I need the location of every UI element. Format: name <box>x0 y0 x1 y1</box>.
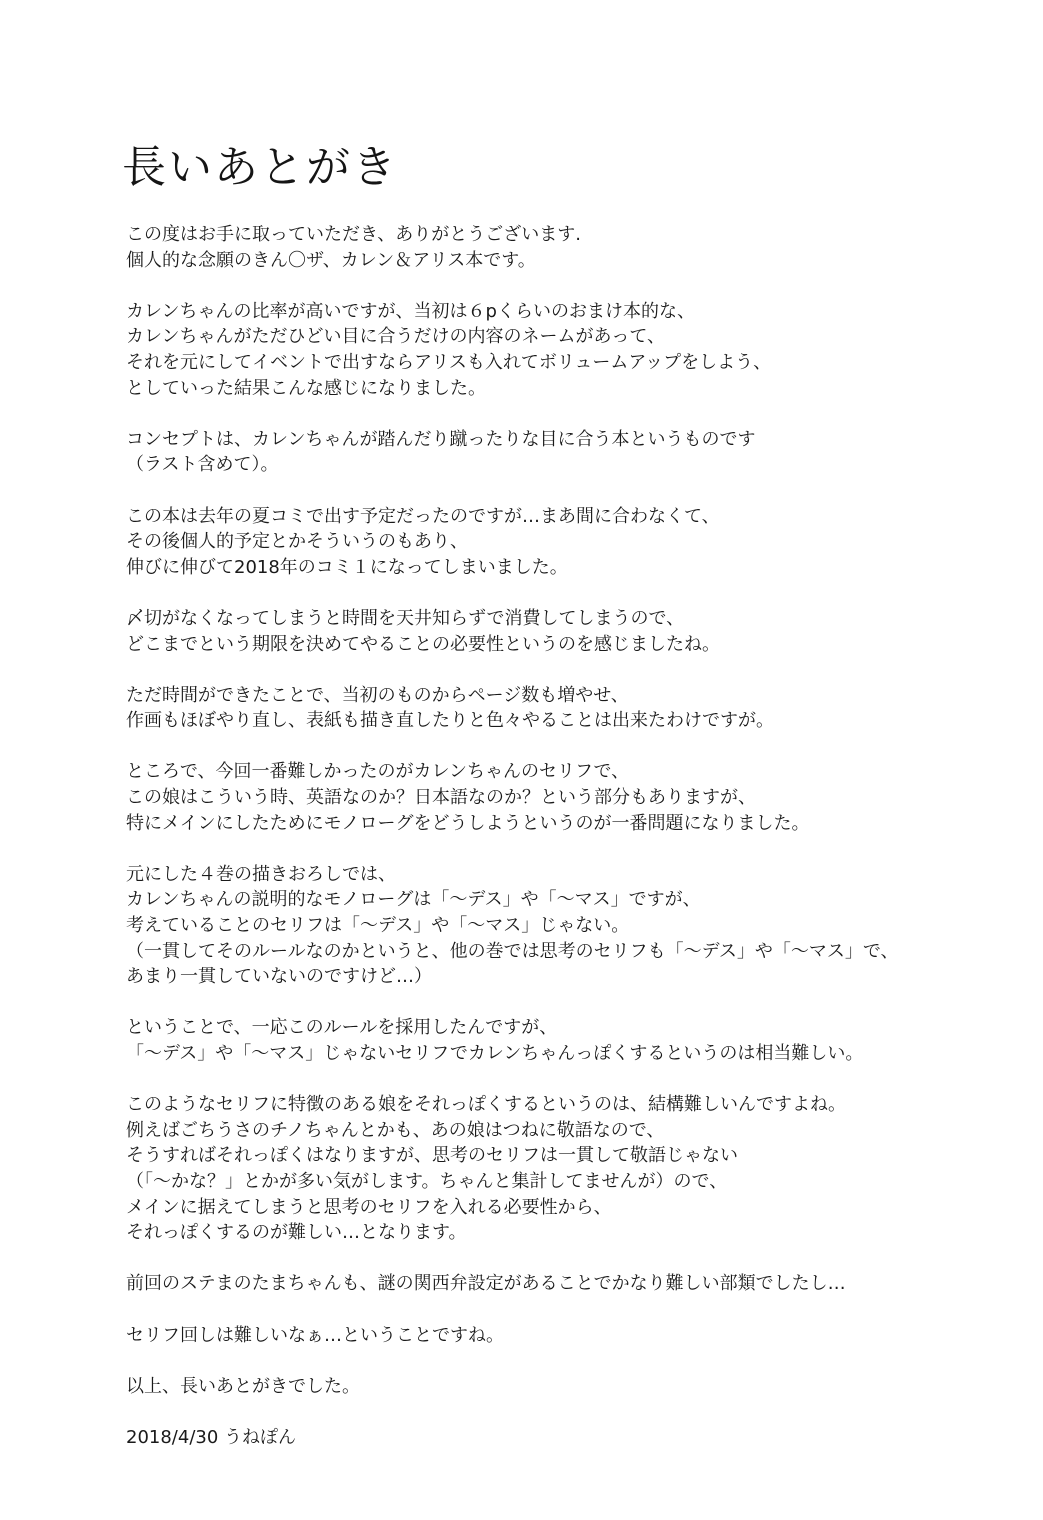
paragraph <box>126 1374 926 1400</box>
paragraph-list <box>126 222 926 1399</box>
paragraph <box>126 427 926 478</box>
text-line: としていった結果こんな感じになりました。 <box>126 377 486 399</box>
paragraph <box>126 606 926 657</box>
text-line: ただ時間ができたことで、当初のものからページ数も増やせ、 <box>126 684 629 706</box>
text-line: セリフ回しは難しいなぁ…ということですね。 <box>126 1324 504 1346</box>
paragraph <box>126 299 926 401</box>
text-line: このようなセリフに特徴のある娘をそれっぽくするというのは、結構難しいんですよね。 <box>126 1094 846 1116</box>
paragraph <box>126 222 926 273</box>
text-line: 考えていることのセリフは「～デス」や「～マス」じゃない。 <box>126 915 630 937</box>
text-line: カレンちゃんの比率が高いですが、当初は６pくらいのおまけ本的な、 <box>126 300 695 322</box>
text-line: メインに据えてしまうと思考のセリフを入れる必要性から、 <box>126 1196 612 1218</box>
text-line: コンセプトは、カレンちゃんが踏んだり蹴ったりな目に合う本というものです <box>126 428 756 450</box>
page-title: 長いあとがき <box>122 142 398 193</box>
text-line: この本は去年の夏コミで出す予定だったのですが…まあ間に合わなくて、 <box>126 505 720 527</box>
text-line: カレンちゃんの説明的なモノローグは「～デス」や「～マス」ですが、 <box>126 889 701 911</box>
text-line: 作画もほぼやり直し、表紙も描き直したりと色々やることは出来たわけですが。 <box>126 710 774 732</box>
text-line: それを元にしてイベントで出すならアリスも入れてボリュームアップをしよう、 <box>126 351 772 373</box>
text-line: どこまでという期限を決めてやることの必要性というのを感じましたね。 <box>126 633 720 655</box>
text-line: カレンちゃんがただひどい目に合うだけの内容のネームがあって、 <box>126 326 666 348</box>
text-line: この度はお手に取っていただき、ありがとうございます. <box>126 224 581 245</box>
text-line: あまり一貫していないのですけど…） <box>126 966 432 988</box>
text-line: 特にメインにしたためにモノローグをどうしようというのが一番問題になりました。 <box>126 812 810 834</box>
paragraph <box>126 1323 926 1349</box>
text-line: 例えばごちうさのチノちゃんとかも、あの娘はつねに敬語なので、 <box>126 1119 665 1141</box>
text-line: （「～かな？」とかが多い気がします。ちゃんと集計してませんが）ので、 <box>126 1170 728 1192</box>
text-line: （一貫してそのルールなのかというと、他の巻では思考のセリフも「～デス」や「～マス」で、 <box>126 940 899 962</box>
text-line: 伸びに伸びて2018年のコミ１になってしまいました。 <box>126 556 568 578</box>
text-line: この娘はこういう時、英語なのか？日本語なのか？という部分もありますが、 <box>126 787 756 809</box>
paragraph <box>126 1092 926 1246</box>
text-line: その後個人的予定とかそういうのもあり、 <box>126 531 468 553</box>
signature-date: 2018/4/30 うねぽん <box>126 1426 297 1448</box>
paragraph <box>126 862 926 990</box>
text-line: そうすればそれっぽくはなりますが、思考のセリフは一貫して敬語じゃない <box>126 1145 738 1167</box>
text-line: 〆切がなくなってしまうと時間を天井知らずで消費してしまうので、 <box>126 607 685 629</box>
text-line: それっぽくするのが難しい…となります。 <box>126 1222 467 1244</box>
text-line: ところで、今回一番難しかったのがカレンちゃんのセリフで、 <box>126 761 630 783</box>
text-line: 元にした４巻の描きおろしでは、 <box>126 863 396 885</box>
paragraph <box>126 1271 926 1297</box>
paragraph <box>126 759 926 836</box>
paragraph <box>126 683 926 734</box>
text-line: 以上、長いあとがきでした。 <box>126 1375 360 1397</box>
paragraph <box>126 504 926 581</box>
text-line: 個人的な念願のきん〇ザ、カレン＆アリス本です。 <box>126 249 536 271</box>
text-line: （ラスト含めて）。 <box>126 454 279 476</box>
afterword-body <box>126 222 926 1451</box>
text-line: 前回のステまのたまちゃんも、謎の関西弁設定があることでかなり難しい部類でしたし… <box>126 1273 846 1295</box>
text-line: ということで、一応このルールを採用したんですが、 <box>126 1017 558 1039</box>
paragraph <box>126 1015 926 1066</box>
text-line: 「～デス」や「～マス」じゃないセリフでカレンちゃんっぽくするというのは相当難しい。 <box>126 1043 864 1064</box>
